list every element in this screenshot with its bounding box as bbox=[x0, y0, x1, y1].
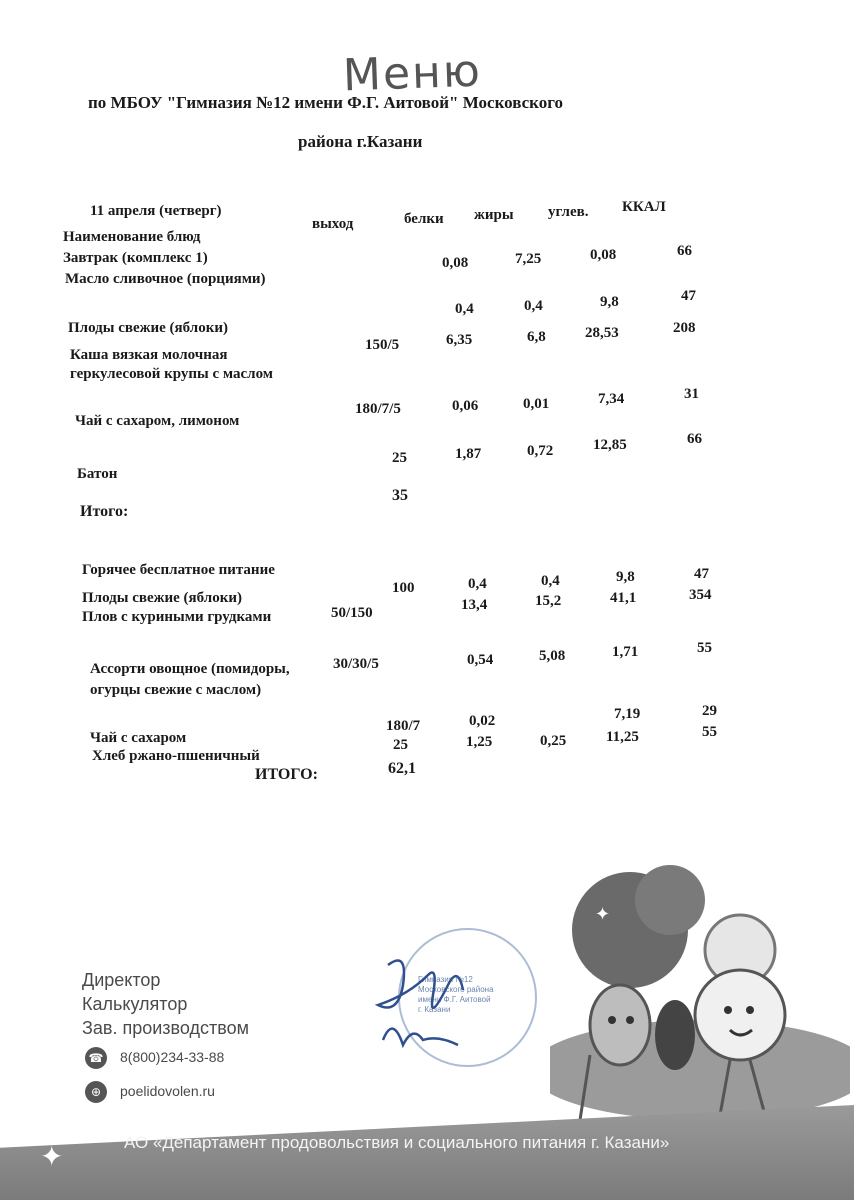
sparkle-icon: ✦ bbox=[40, 1142, 64, 1173]
protein-value: 1,25 bbox=[466, 734, 493, 750]
fat-value: 0,72 bbox=[527, 443, 554, 459]
fat-value: 7,25 bbox=[515, 251, 542, 267]
dish-name: Плов с куриными грудками bbox=[82, 609, 272, 625]
fat-value: 0,25 bbox=[540, 733, 567, 749]
fat-value: 0,4 bbox=[541, 573, 560, 589]
fat-value: 6,8 bbox=[527, 329, 546, 345]
carbs-value: 0,08 bbox=[590, 247, 617, 263]
mascot-illustration bbox=[550, 860, 850, 1130]
section-2-total-label: ИТОГО: bbox=[255, 766, 318, 783]
carbs-value: 9,8 bbox=[616, 569, 635, 585]
column-kcal-header: ККАЛ bbox=[622, 199, 666, 215]
carbs-value: 7,19 bbox=[614, 706, 641, 722]
header-line-1: по МБОУ "Гимназия №12 имени Ф.Г. Аитовой" Московского bbox=[88, 93, 564, 112]
director-label: Директор bbox=[82, 970, 161, 990]
dish-name: Батон bbox=[77, 466, 118, 482]
output-value: 25 bbox=[392, 450, 407, 466]
phone-icon: ☎ bbox=[85, 1047, 107, 1069]
section-2-total-value: 62,1 bbox=[388, 760, 416, 777]
column-output-header: выход bbox=[312, 216, 354, 232]
dish-name-line-2: геркулесовой крупы с маслом bbox=[70, 366, 274, 382]
column-fat-header: жиры bbox=[474, 207, 514, 223]
carbs-value: 41,1 bbox=[610, 590, 637, 606]
dish-name: Хлеб ржано-пшеничный bbox=[92, 748, 260, 764]
kcal-value: 55 bbox=[702, 724, 717, 740]
column-protein-header: белки bbox=[404, 211, 444, 227]
website-link[interactable]: poelidovolen.ru bbox=[120, 1083, 215, 1099]
handwritten-signature bbox=[368, 945, 478, 1065]
kcal-value: 55 bbox=[697, 640, 712, 656]
section-2-title: Горячее бесплатное питание bbox=[82, 562, 275, 578]
section-1-total-label: Итого: bbox=[80, 503, 129, 520]
fat-value: 15,2 bbox=[535, 593, 562, 609]
header-line-2: района г.Казани bbox=[298, 132, 423, 151]
phone-number: 8(800)234-33-88 bbox=[120, 1049, 225, 1065]
protein-value: 6,35 bbox=[446, 332, 473, 348]
dish-name: Масло сливочное (порциями) bbox=[65, 271, 266, 287]
section-1-title: Завтрак (комплекс 1) bbox=[63, 250, 208, 266]
carbs-value: 28,53 bbox=[585, 325, 619, 341]
carbs-value: 11,25 bbox=[606, 729, 639, 745]
dish-name-line-2: огурцы свежие с маслом) bbox=[90, 682, 262, 698]
kcal-value: 66 bbox=[677, 243, 692, 259]
output-value: 30/30/5 bbox=[333, 656, 379, 672]
output-value: 100 bbox=[392, 580, 415, 596]
output-value: 180/7 bbox=[386, 718, 421, 734]
carbs-value: 12,85 bbox=[593, 437, 627, 453]
protein-value: 0,54 bbox=[467, 652, 494, 668]
kcal-value: 208 bbox=[673, 320, 696, 336]
fat-value: 0,01 bbox=[523, 396, 550, 412]
carbs-value: 1,71 bbox=[612, 644, 639, 660]
menu-date: 11 апреля (четверг) bbox=[90, 203, 222, 219]
column-carbs-header: углев. bbox=[548, 204, 589, 220]
dish-name: Чай с сахаром, лимоном bbox=[75, 413, 240, 429]
kcal-value: 29 bbox=[702, 703, 717, 719]
kcal-value: 47 bbox=[694, 566, 709, 582]
fat-value: 0,4 bbox=[524, 298, 543, 314]
protein-value: 13,4 bbox=[461, 597, 488, 613]
dish-name: Ассорти овощное (помидоры, bbox=[90, 661, 290, 677]
dish-name: Плоды свежие (яблоки) bbox=[82, 590, 242, 606]
carbs-value: 7,34 bbox=[598, 391, 625, 407]
carbs-value: 9,8 bbox=[600, 294, 619, 310]
protein-value: 0,08 bbox=[442, 255, 469, 271]
stamp-text: Гимназия №12 Московского района имени Ф.Г. Аитовой г. Казани bbox=[418, 975, 494, 1014]
globe-icon: ⊕ bbox=[85, 1081, 107, 1103]
output-value: 180/7/5 bbox=[355, 401, 401, 417]
column-name-header: Наименование блюд bbox=[63, 229, 201, 245]
footer-organization: АО «Департамент продовольствия и социального питания г. Казани» bbox=[124, 1133, 670, 1152]
protein-value: 0,02 bbox=[469, 713, 496, 729]
protein-value: 0,4 bbox=[455, 301, 474, 317]
section-1-total-value: 35 bbox=[392, 487, 408, 504]
fat-value: 5,08 bbox=[539, 648, 566, 664]
svg-text:✦: ✦ bbox=[595, 904, 611, 924]
kcal-value: 47 bbox=[681, 288, 696, 304]
output-value: 50/150 bbox=[331, 605, 373, 621]
protein-value: 0,06 bbox=[452, 398, 479, 414]
kcal-value: 354 bbox=[689, 587, 712, 603]
calculator-label: Калькулятор bbox=[82, 994, 188, 1014]
kcal-value: 66 bbox=[687, 431, 702, 447]
production-manager-label: Зав. производством bbox=[82, 1018, 249, 1038]
dish-name: Каша вязкая молочная bbox=[70, 347, 228, 363]
dish-name: Чай с сахаром bbox=[90, 730, 187, 746]
protein-value: 1,87 bbox=[455, 446, 482, 462]
output-value: 25 bbox=[393, 737, 408, 753]
handwritten-title: Меню bbox=[342, 45, 483, 102]
protein-value: 0,4 bbox=[468, 576, 487, 592]
output-value: 150/5 bbox=[365, 337, 400, 353]
dish-name: Плоды свежие (яблоки) bbox=[68, 320, 228, 336]
kcal-value: 31 bbox=[684, 386, 699, 402]
